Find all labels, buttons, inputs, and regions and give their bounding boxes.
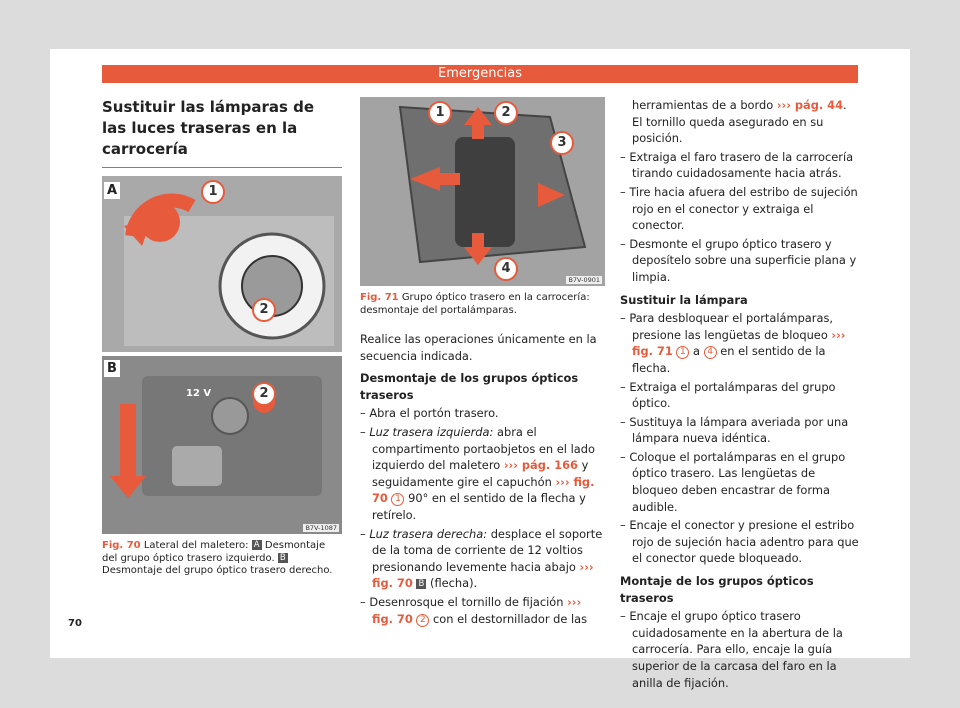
- heading-mounting: Montaje de los grupos ópticos traseros: [620, 574, 814, 605]
- figure-71-illustration: [360, 97, 605, 286]
- figure-71-caption-text: Grupo óptico trasero en la carrocería: desmontaje del portalámparas.: [360, 292, 590, 316]
- step-left-light-text-c: 90° en el sentido de la flecha y retírelo.: [372, 491, 586, 522]
- figure-71-callout-1: 1: [428, 101, 452, 125]
- figure-70-illustration: [102, 176, 342, 534]
- step-left-light-text-b: y seguidamente gire el capuchón: [372, 458, 589, 489]
- step-unscrew-text-b: con el destornillador de las: [433, 611, 588, 626]
- step-unlock-holder-text-b: en el sentido de la flecha.: [632, 344, 826, 375]
- continued-text: [620, 97, 860, 147]
- manual-page: [50, 49, 910, 690]
- figure-70-callout-2: 2: [252, 298, 276, 322]
- figure-71-code: B7V-0901: [568, 276, 600, 284]
- ref-page-44[interactable]: ››› pág. 44: [776, 98, 844, 112]
- page-number: 70: [68, 618, 82, 629]
- heading-replace-lamp: Sustituir la lámpara: [620, 292, 748, 307]
- step-right-light-text-b: (flecha).: [430, 576, 478, 591]
- figure-70-caption-a: A: [252, 540, 262, 550]
- step-unscrew-text: – Desenrosque el tornillo de fijación: [360, 594, 564, 609]
- figure-70-callout-1: 1: [201, 180, 225, 204]
- step-connect: – Encaje el conector y presione el estribo rojo de sujeción hacia adentro para que el conector quede bloqueado.: [620, 518, 859, 566]
- step-mount: – Encaje el grupo óptico trasero cuidadosamente en la abertura de la carrocería. Para ello, encaje la guía superior de la carcasa del faro en la anilla de fijación.: [620, 609, 843, 690]
- ref-page-166[interactable]: ››› pág. 166: [503, 458, 578, 473]
- step-extract-holder: – Extraiga el portalámparas del grupo óptico.: [620, 379, 836, 411]
- step-left-light-text: abra el compartimento portaobjetos en el lado izquierdo del maletero: [372, 424, 595, 473]
- continued-text-a: herramientas de a bordo: [632, 98, 774, 112]
- figure-70-caption: [102, 540, 342, 578]
- step-remove-unit: – Desmonte el grupo óptico trasero y deposítelo sobre una superficie plana y limpia.: [620, 236, 857, 284]
- figure-71-caption: [360, 292, 605, 317]
- intro-paragraph: Realice las operaciones únicamente en la secuencia indicada.: [360, 332, 597, 363]
- column-right: [620, 97, 860, 693]
- step-pull-clip: – Tire hacia afuera del estribo de sujeción rojo en el conector y extraiga el conector.: [620, 184, 858, 233]
- step-unlock-holder: [620, 310, 860, 376]
- figure-70: [102, 176, 342, 534]
- callout-ref-2: 2: [416, 614, 429, 627]
- step-extract-light: – Extraiga el faro trasero de la carrocería tirando cuidadosamente hacia atrás.: [620, 149, 854, 181]
- figure-70-caption-number: Fig. 70: [102, 540, 141, 551]
- figure-70-caption-end: Desmontaje del grupo óptico trasero derecho.: [102, 565, 333, 576]
- figure-70-caption-mid: Desmontaje del grupo óptico trasero izquierdo.: [102, 540, 326, 564]
- column-middle: [360, 97, 605, 629]
- step-open-tailgate: – Abra el portón trasero.: [360, 406, 499, 421]
- ref-fig-71[interactable]: ››› fig. 71: [632, 327, 846, 359]
- step-insert-holder: – Coloque el portalámparas en el grupo óptico trasero. Las lengüetas de bloqueo deben encastrar de forma audible.: [620, 449, 846, 514]
- step-left-light: – Luz trasera izquierda: abra el compartimento portaobjetos en el lado izquierdo del maletero ››› pág. 166 y seguidamente gire el capuchón ››› fig. 70 1 90° en el sentido de la flecha y retírelo.: [360, 424, 595, 522]
- figure-label-b: B: [104, 360, 120, 377]
- figure-71: [360, 97, 605, 286]
- figure-71-callout-3: 3: [550, 131, 574, 155]
- figure-70-caption-text: Lateral del maletero:: [143, 540, 249, 551]
- step-left-light-label: Luz trasera izquierda:: [369, 424, 494, 439]
- step-right-light-label: Luz trasera derecha:: [369, 526, 488, 541]
- figure-71-callout-2: 2: [494, 101, 518, 125]
- step-unlock-holder-text: – Para desbloquear el portalámparas, presione las lengüetas de bloqueo: [620, 311, 834, 342]
- step-right-light-text: desplace el soporte de la toma de corriente de 12 voltios presionando levemente hacia abajo: [372, 526, 603, 574]
- figure-71-caption-number: Fig. 71: [360, 292, 399, 303]
- heading-removal: Desmontaje de los grupos ópticos traseros: [360, 371, 579, 402]
- step-unlock-holder-to: a: [693, 344, 700, 359]
- continued-text-b: . El tornillo queda asegurado en su posición.: [632, 98, 847, 146]
- step-unscrew: [360, 594, 605, 627]
- callout-ref-1: 1: [391, 493, 404, 506]
- ref-fig-70-b[interactable]: ››› fig. 70: [372, 559, 594, 591]
- step-replace-bulb: – Sustituya la lámpara averiada por una lámpara nueva idéntica.: [620, 414, 849, 446]
- figure-70-code: B7V-1087: [305, 524, 337, 532]
- section-header: Emergencias: [102, 65, 858, 83]
- callout-ref-71-1: 1: [676, 346, 689, 359]
- column-left: [102, 97, 342, 578]
- figure-70-caption-b: B: [278, 553, 288, 563]
- figure-label-a: A: [104, 182, 120, 199]
- figure-70-callout-2b: 2: [252, 382, 276, 406]
- ref-fig-70-2[interactable]: ››› fig. 70: [372, 594, 582, 626]
- ref-fig-70[interactable]: ››› fig. 70: [372, 474, 595, 506]
- figure-12v-label: 12 V: [186, 388, 212, 399]
- callout-ref-71-4: 4: [704, 346, 717, 359]
- callout-ref-b: B: [416, 579, 426, 589]
- step-right-light: – Luz trasera derecha: desplace el soporte de la toma de corriente de 12 voltios presionando levemente hacia abajo ››› fig. 70 B (flecha).: [360, 526, 603, 591]
- section-title: Sustituir las lámparas de las luces traseras en la carrocería: [102, 97, 342, 168]
- figure-71-callout-4: 4: [494, 257, 518, 281]
